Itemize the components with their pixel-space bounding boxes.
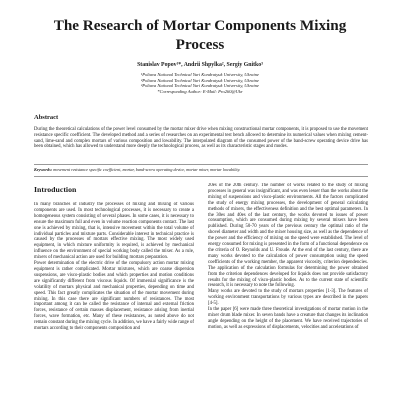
left-paragraph-2: Power determination of the electric drive of the compulsory action mortar mixing equipment is rather complicated. Mortar mixtures, which are coarse dispersion suspensions, are visco-plastic bodies and which properties and motion conditions are significantly different from viscous liquids. Of immersial significance is the volatility of mortars physical and mechanical properties, depending on time and speed. This fact greatly complicates the situation of the mortar movement during mixing. In this case there are significant numbers of resistances. The most important among it can be called the resistance of internal and external friction forces, resistance of certain masses displacement, resistance arising from inertial forces, wave formation, etc. Many of these resistances, as noted above do not remain constant during the mixing cycle. In addition, we have a fairly wide range of mortars according to their components composition and [34,261,194,332]
corresponding-author: *Corresponding Author: E-Mail: Pro260@Ukr [157,88,243,94]
abstract-text: During the theoretical calculations of the power level consumed by the mortar mixer drive when mixing constructional mortar components, it is proposed to use the movement resistance specific coefficient. The developed method and a series of researches on an experimental test bench allowed to determine its numerical values when mixing cement-sand, lime-sand and complex mortars of various composition and lowability. The interpolated diagram of the consumed power of the band-screw operating device drive has been obtained, which has allowed to understand more deeply the technological process, as well as its characteristic stages and modes. [34,127,368,150]
affiliations [40,72,360,94]
abstract-heading: Abstract [34,114,59,121]
keywords-text: movement resistance specific coefficient, mortar, band-screw operating device, mortar mixer, mortar lowability. [53,167,241,172]
keywords-divider [34,164,368,165]
right-paragraph-3: In the paper [6] were made three theoretical investigations of mortar motion in the mixer drum blade mixer. In seven bands have a creature that changes its inclination angle depending on the height of the placement. We have received trajectories of motion, as well as expressions of displacements, velocities and accelerations of [208,307,368,330]
left-paragraph-1: In many branches of industry the processes of mixing and mixing of various components are used. In most technological processes, it is necessary to create a homogeneous system consisting of several phases. In some cases, it is necessary to ensure the maximum full and even in volume reaction components contact. The last one is achieved by mixing, that is, intensive movement within the total volume of individual particles and mixture parts. Considerable interest in technical practice is caused by the processes of mortars effective mixing. The most widely used equipment, in which mixture uniformity is required, is achieved by mechanical influence on the environment of special working body called the mixer. As a rule, mixers of mechanical action are used for building mortars preparation. [34,202,194,261]
right-paragraph-2: Many works are devoted to the study of mortars properties [1-3]. The features of working environment transportations by various types are described in the papers [4-5]. [208,289,368,307]
keywords [34,167,368,172]
body-column-right [208,183,368,331]
affiliation-2: ²Poltava National Technical Yuri Kondratyuk University, Ukraine [140,77,260,83]
paper-title: The Research of Mortar Components Mixing Process [53,17,347,53]
introduction-heading: Introduction [34,185,77,194]
section-divider [34,176,368,177]
keywords-label: Keywords: [34,167,53,172]
author-list: Stanislav Popov¹*, Andrii Shpylka², Sergiy Gnitko³ [137,62,263,68]
body-column-left [34,202,194,332]
affiliation-1: ¹Poltava National Technical Yuri Kondratyuk University, Ukraine [140,72,260,77]
affiliation-3: ³Poltava National Technical Yuri Kondratyuk University, Ukraine [140,83,260,89]
right-paragraph-1: 20es of the 20th century. The number of works related to the study of mixing processes in general was insignificant, and was even lesser than the works about the mixing of suspensions and visco-plastic environments. All the factors complicated the study of energy mixing processes, the development of general calculating methods of mixers, the effectiveness definition and the best optimal parameters. In the 30es and 40es of the last century, the works devoted to issues of power consumption, which are consumed during mixing by several mixers have been published. During 50-70 years of the previous century the optimal ratio of the shovel diameter and width and the mixer housing size, as well as the dependence of the power and the efficiency of mixing on the speed were established. The level of energy consumed for mixing is presented in the form of a functional dependence on the criteria of O. Reynolds and U. Froude. At the end of the last century, there are many works devoted to the calculation of power consumption using the speed coefficients of the working member, the apparent viscosity, criterion dependencies. The application of the calculation formulas for determining the power obtained from the criterion dependences developed for liquids does not provide satisfactory results for the mixing of visco-plastic bodies. As to the current state of scientific research, it is necessary to note the following. [208,183,368,289]
